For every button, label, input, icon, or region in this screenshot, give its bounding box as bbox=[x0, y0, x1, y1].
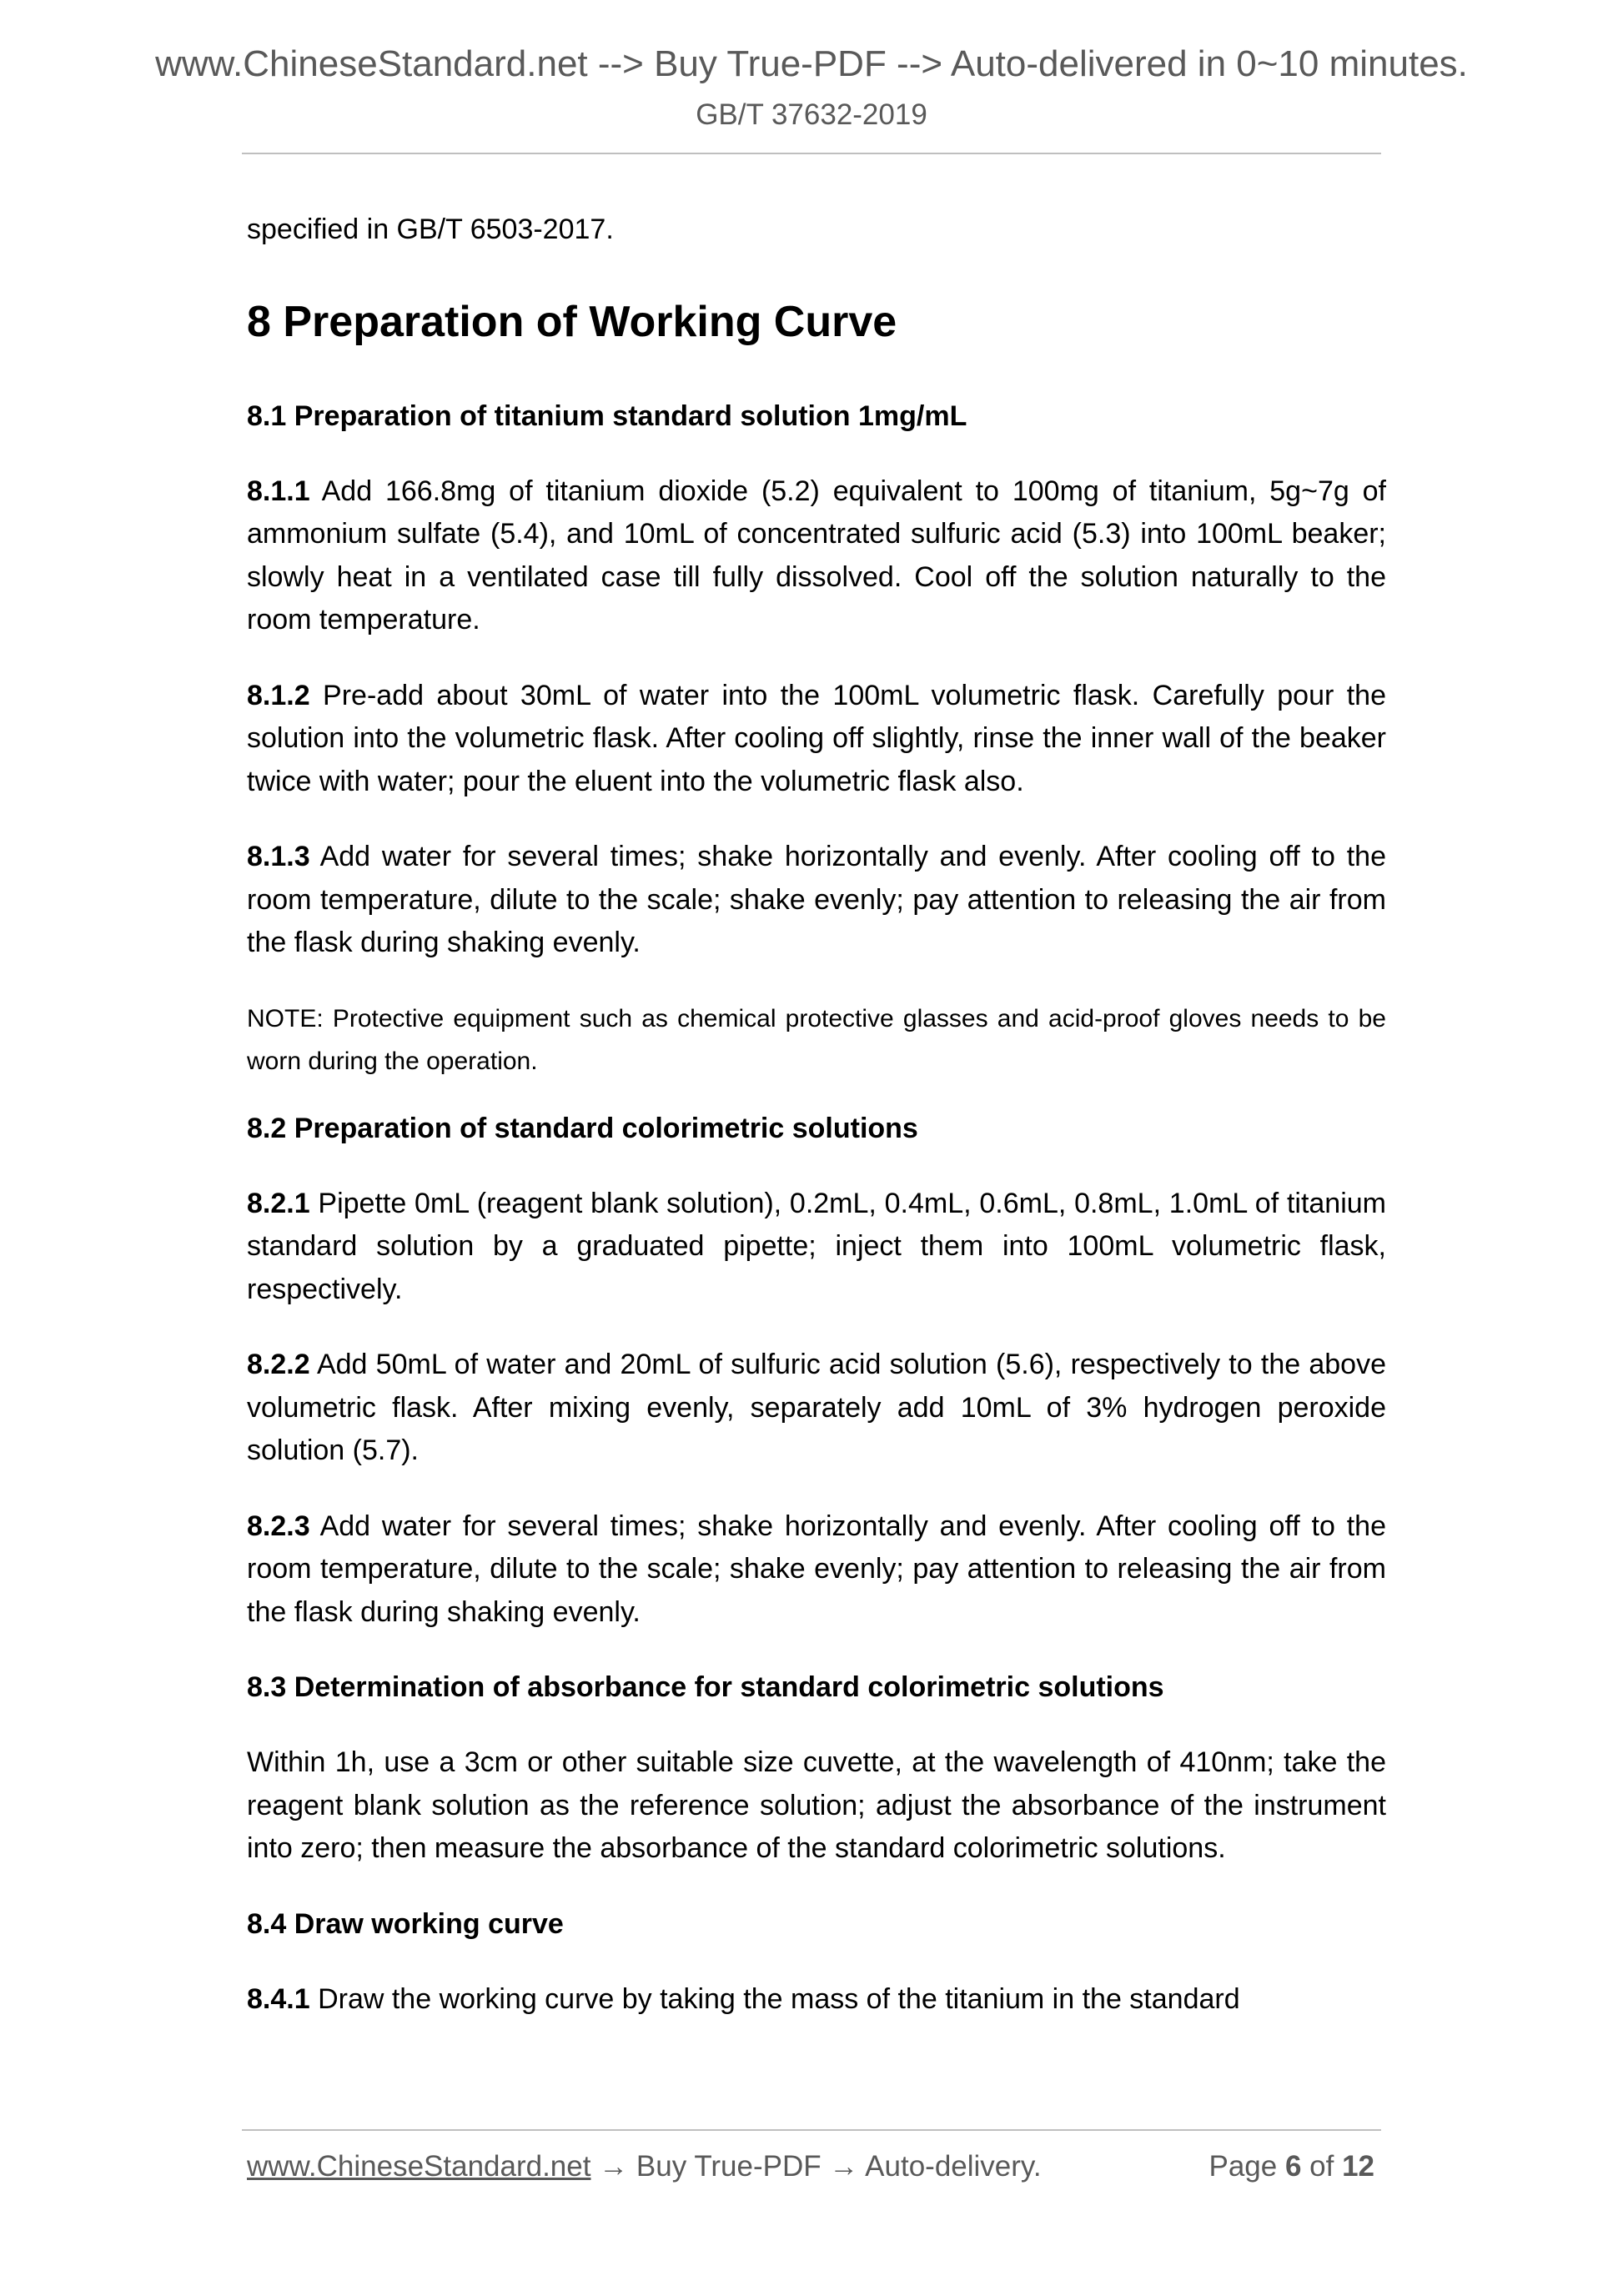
clause-8-4-1 bbox=[247, 1978, 1386, 2022]
clause-text: Add 166.8mg of titanium dioxide (5.2) equivalent to 100mg of titanium, 5g~7g of ammonium sulfate (5.4), and 10mL of concentrated sulfuric acid (5.3) into 100mL beaker; slowly heat in a ventilated case till fully dissolved. Cool off the solution naturally to the room temperature. bbox=[247, 475, 1386, 636]
page-number: 6 bbox=[1284, 2150, 1302, 2183]
clause-8-1-3 bbox=[247, 836, 1386, 965]
clause-number: 8.2.1 bbox=[247, 1187, 310, 1219]
clause-8-2-2 bbox=[247, 1344, 1386, 1473]
clause-text: Add water for several times; shake horizontally and evenly. After cooling off to the room temperature, dilute to the scale; shake evenly; pay attention to releasing the air from the flask during shaking evenly. bbox=[247, 1510, 1386, 1628]
clause-number: 8.2.3 bbox=[247, 1510, 310, 1542]
clause-8-2-3 bbox=[247, 1505, 1386, 1635]
clause-text: Draw the working curve by taking the mass of the titanium in the standard bbox=[309, 1982, 1240, 2015]
document-id: GB/T 37632-2019 bbox=[696, 98, 927, 131]
subsection-title-8-1: 8.1 Preparation of titanium standard solution 1mg/mL bbox=[247, 399, 967, 432]
page-total: 12 bbox=[1342, 2150, 1374, 2183]
clause-number: 8.1.1 bbox=[247, 475, 310, 507]
clause-text: Add water for several times; shake horizontally and evenly. After cooling off to the room temperature, dilute to the scale; shake evenly; pay attention to releasing the air from the flask during shaking evenly. bbox=[247, 841, 1386, 958]
clause-8-3-text: Within 1h, use a 3cm or other suitable size cuvette, at the wavelength of 410nm; take the reagent blank solution as the reference solution; adjust the absorbance of the instrument into zero; then measure the absorbance of the standard colorimetric solutions. bbox=[247, 1746, 1386, 1864]
clause-8-1-1 bbox=[247, 470, 1386, 642]
footer-divider bbox=[242, 2129, 1381, 2131]
clause-number: 8.1.3 bbox=[247, 841, 310, 872]
clause-8-1-2 bbox=[247, 675, 1386, 804]
clause-number: 8.4.1 bbox=[247, 1982, 310, 2015]
page-label: Page bbox=[1208, 2150, 1285, 2183]
footer-tagline: → Buy True-PDF → Auto-delivery. bbox=[590, 2150, 1042, 2183]
page-of-label: of bbox=[1301, 2150, 1343, 2183]
page-footer bbox=[247, 2150, 1381, 2183]
header-divider bbox=[242, 153, 1381, 154]
clause-text: Add 50mL of water and 20mL of sulfuric acid solution (5.6), respectively to the above volumetric flask. After mixing evenly, separately add 10mL of 3% hydrogen peroxide solution (5.7). bbox=[247, 1349, 1386, 1466]
clause-number: 8.1.2 bbox=[247, 679, 310, 711]
intro-text: specified in GB/T 6503-2017. bbox=[247, 214, 614, 245]
subsection-title-8-4: 8.4 Draw working curve bbox=[247, 1907, 564, 1940]
clause-8-2-1 bbox=[247, 1183, 1386, 1312]
header-banner: www.ChineseStandard.net --> Buy True-PDF --> Auto-delivered in 0~10 minutes. bbox=[155, 43, 1468, 84]
footer-link[interactable]: www.ChineseStandard.net bbox=[247, 2150, 591, 2183]
page-body bbox=[247, 208, 1386, 2053]
clause-text: Pipette 0mL (reagent blank solution), 0.2mL, 0.4mL, 0.6mL, 0.8mL, 1.0mL of titanium standard solution by a graduated pipette; inject them into 100mL volumetric flask, respectively. bbox=[247, 1187, 1386, 1305]
section-title: 8 Preparation of Working Curve bbox=[247, 297, 897, 346]
note-text: NOTE: Protective equipment such as chemical protective glasses and acid-proof gloves needs to be worn during the operation. bbox=[247, 1004, 1386, 1075]
page-indicator bbox=[1208, 2150, 1374, 2183]
subsection-title-8-2: 8.2 Preparation of standard colorimetric solutions bbox=[247, 1112, 918, 1144]
subsection-title-8-3: 8.3 Determination of absorbance for standard colorimetric solutions bbox=[247, 1671, 1164, 1703]
clause-text: Pre-add about 30mL of water into the 100mL volumetric flask. Carefully pour the solution into the volumetric flask. After cooling off slightly, rinse the inner wall of the beaker twice with water; pour the eluent into the volumetric flask also. bbox=[247, 679, 1386, 797]
clause-number: 8.2.2 bbox=[247, 1349, 310, 1380]
